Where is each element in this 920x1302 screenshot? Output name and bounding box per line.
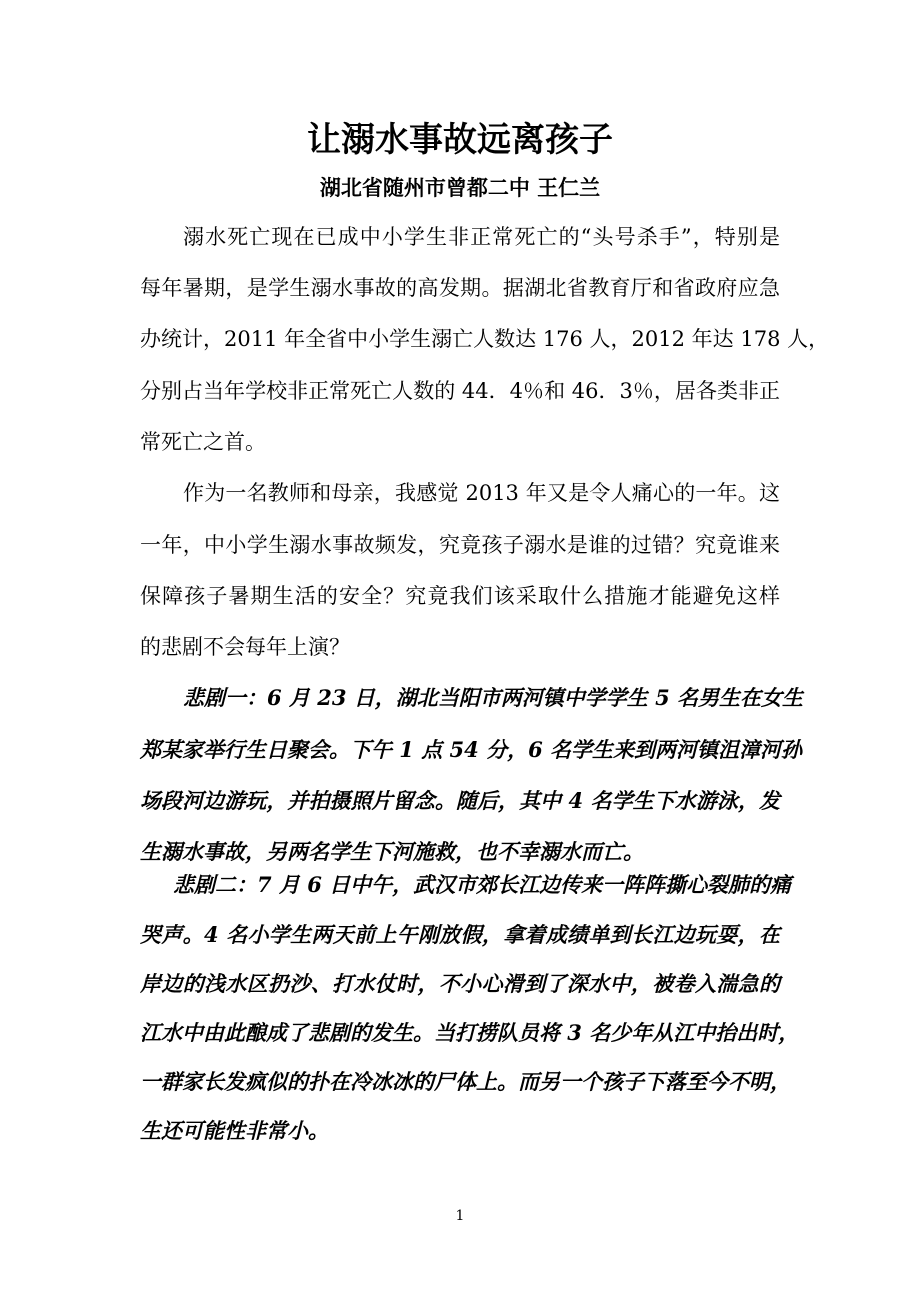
- text-line: 悲剧二：7 月 6 日中午，武汉市郊长江边传来一阵阵撕心裂肺的痛: [173, 872, 792, 897]
- text-line: 哭声。4 名小学生两天前上午刚放假，拿着成绩单到长江边玩耍，在: [140, 922, 780, 947]
- text-line: 生溺水事故，另两名学生下河施救，也不幸溺水而亡。: [140, 839, 644, 864]
- page-number: 1: [455, 1208, 465, 1224]
- text-line: 常死亡之首。: [140, 430, 266, 454]
- text-line: 场段河边游玩，并拍摄照片留念。随后，其中 4 名学生下水游泳，发: [140, 788, 780, 813]
- text-line: 办统计，2011 年全省中小学生溺亡人数达 176 人，2012 年达 178 人，: [140, 327, 830, 351]
- text-line: 作为一名教师和母亲，我感觉 2013 年又是令人痛心的一年。这: [183, 481, 780, 505]
- text-line: 悲剧一：6 月 23 日，湖北当阳市两河镇中学学生 5 名男生在女生: [183, 685, 804, 710]
- text-line: 分别占当年学校非正常死亡人数的 44．4％和 46．3％，居各类非正: [140, 379, 780, 403]
- author-line: 湖北省随州市曾都二中 王仁兰: [319, 175, 601, 200]
- text-line: 溺水死亡现在已成中小学生非正常死亡的“头号杀手”，特别是: [183, 225, 780, 249]
- text-line: 郑某家举行生日聚会。下午 1 点 54 分，6 名学生来到两河镇沮漳河孙: [140, 737, 802, 762]
- text-line: 生还可能性非常小。: [140, 1118, 329, 1143]
- text-line: 的悲剧不会每年上演？: [140, 635, 350, 659]
- text-line: 保障孩子暑期生活的安全？究竟我们该采取什么措施才能避免这样: [140, 584, 780, 608]
- text-line: 一群家长发疯似的扑在冷冰冰的尸体上。而另一个孩子下落至今不明，: [140, 1069, 791, 1094]
- text-line: 江水中由此酿成了悲剧的发生。当打捞队员将 3 名少年从江中抬出时，: [140, 1020, 800, 1045]
- text-line: 一年，中小学生溺水事故频发，究竟孩子溺水是谁的过错？究竟谁来: [140, 533, 780, 557]
- text-line: 岸边的浅水区扔沙、打水仗时，不小心滑到了深水中，被卷入湍急的: [140, 971, 780, 996]
- document-title: 让溺水事故远离孩子: [307, 120, 613, 160]
- text-line: 每年暑期，是学生溺水事故的高发期。据湖北省教育厅和省政府应急: [140, 276, 780, 300]
